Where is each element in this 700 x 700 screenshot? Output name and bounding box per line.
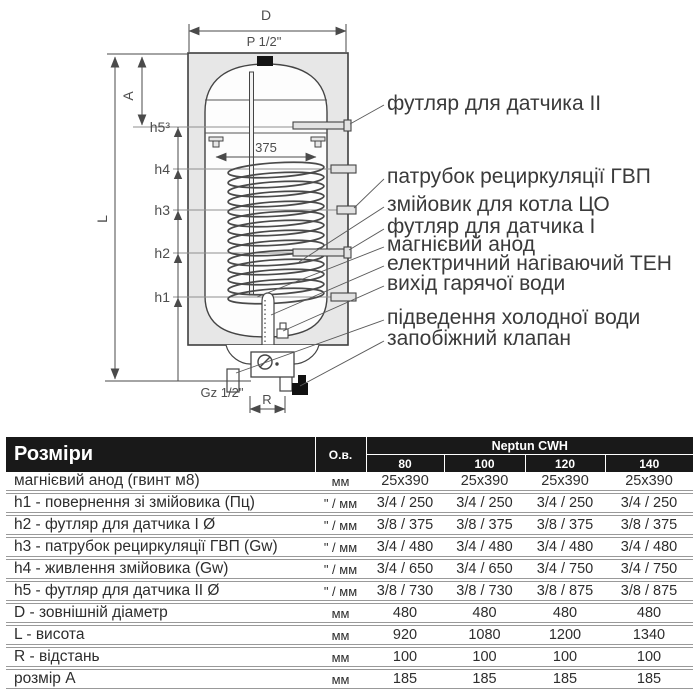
units-column-header: О.в. xyxy=(315,437,366,472)
table-row xyxy=(6,624,693,646)
row-value: 3/4 / 650 xyxy=(366,558,444,580)
electric-heating-element xyxy=(262,293,274,345)
sensor-sleeve-1-pipe xyxy=(293,247,351,258)
table-row xyxy=(6,646,693,668)
row-label: L - висота xyxy=(6,624,315,646)
row-label: h2 - футляр для датчика I Ø xyxy=(6,514,315,536)
row-value: 3/4 / 480 xyxy=(366,536,444,558)
callout-anode: магнієвий анод xyxy=(387,233,535,256)
recirculation-pipe xyxy=(337,206,356,214)
dim-label-h4: h4 xyxy=(154,161,170,177)
row-label: D - зовнішній діаметр xyxy=(6,602,315,624)
row-label: h4 - живлення змійовика (Gw) xyxy=(6,558,315,580)
dim-label-h3: h3 xyxy=(154,202,170,218)
row-value: 100 xyxy=(444,646,525,668)
dim-label-d: D xyxy=(260,7,272,23)
row-value: 3/8 / 375 xyxy=(525,514,605,536)
row-unit: " / мм xyxy=(315,580,366,602)
table-row xyxy=(6,580,693,602)
row-label: магнієвий анод (гвинт м8) xyxy=(6,472,315,492)
table-row xyxy=(6,492,693,514)
row-unit: " / мм xyxy=(315,558,366,580)
row-value: 3/4 / 250 xyxy=(525,492,605,514)
dim-label-coil-width: 375 xyxy=(255,140,277,155)
table-row xyxy=(6,602,693,624)
callout-recirculation: патрубок рециркуляції ГВП xyxy=(387,165,651,188)
model-header-140: 140 xyxy=(605,455,693,473)
table-row xyxy=(6,472,693,492)
dim-label-h1: h1 xyxy=(154,289,170,305)
row-value: 480 xyxy=(525,602,605,624)
row-value: 185 xyxy=(525,668,605,689)
row-value: 3/4 / 750 xyxy=(525,558,605,580)
row-value: 3/8 / 375 xyxy=(444,514,525,536)
dim-label-l: L xyxy=(94,215,110,223)
callout-sensor-sleeve-2: футляр для датчика II xyxy=(387,92,602,115)
row-value: 480 xyxy=(366,602,444,624)
row-value: 25x390 xyxy=(444,472,525,492)
row-unit: мм xyxy=(315,602,366,624)
row-value: 100 xyxy=(366,646,444,668)
row-value: 3/4 / 480 xyxy=(525,536,605,558)
row-value: 100 xyxy=(525,646,605,668)
callout-coil: змійовик для котла ЦО xyxy=(387,193,610,216)
sensor-sleeve-2-pipe xyxy=(293,120,351,131)
model-header-100: 100 xyxy=(444,455,525,473)
row-unit: " / мм xyxy=(315,492,366,514)
row-unit: мм xyxy=(315,624,366,646)
row-value: 3/4 / 650 xyxy=(444,558,525,580)
callout-heating-element: електричний нагіваючий ТЕН xyxy=(387,252,672,275)
row-value: 3/4 / 480 xyxy=(444,536,525,558)
row-value: 3/8 / 730 xyxy=(366,580,444,602)
callout-sensor-sleeve-1: футляр для датчика I xyxy=(387,215,596,238)
row-value: 3/4 / 480 xyxy=(605,536,693,558)
dim-label-r: R xyxy=(262,392,272,407)
dim-label-thread-bottom: Gz 1/2" xyxy=(200,385,244,400)
row-label: h5 - футляр для датчика II Ø xyxy=(6,580,315,602)
dim-label-h5: h5³ xyxy=(149,119,170,135)
row-unit: " / мм xyxy=(315,536,366,558)
dim-label-a: A xyxy=(120,91,136,101)
row-value: 480 xyxy=(605,602,693,624)
table-row xyxy=(6,668,693,689)
row-unit: мм xyxy=(315,668,366,689)
table-row xyxy=(6,514,693,536)
table-header-row-top xyxy=(6,437,693,455)
row-value: 185 xyxy=(366,668,444,689)
row-value: 3/8 / 875 xyxy=(605,580,693,602)
row-value: 185 xyxy=(444,668,525,689)
row-label: розмір A xyxy=(6,668,315,689)
table-row xyxy=(6,558,693,580)
coil-supply-pipe xyxy=(331,165,356,173)
row-label: h1 - повернення зі змійовика (Пц) xyxy=(6,492,315,514)
row-label: h3 - патрубок рециркуляції ГВП (Gw) xyxy=(6,536,315,558)
table-row xyxy=(6,536,693,558)
dim-label-thread-top: P 1/2" xyxy=(246,34,282,49)
top-connection-fitting xyxy=(257,56,273,66)
model-header-120: 120 xyxy=(525,455,605,473)
row-value: 3/8 / 375 xyxy=(366,514,444,536)
row-value: 25x390 xyxy=(525,472,605,492)
row-value: 920 xyxy=(366,624,444,646)
bottom-flange xyxy=(251,352,294,377)
row-value: 25x390 xyxy=(366,472,444,492)
callout-cold-water-inlet: підведення холодної води xyxy=(387,306,641,329)
row-label: R - відстань xyxy=(6,646,315,668)
row-value: 480 xyxy=(444,602,525,624)
model-header-80: 80 xyxy=(366,455,444,473)
row-value: 100 xyxy=(605,646,693,668)
row-unit: мм xyxy=(315,472,366,492)
row-value: 3/4 / 250 xyxy=(444,492,525,514)
row-value: 1080 xyxy=(444,624,525,646)
row-value: 185 xyxy=(605,668,693,689)
dimensions-table xyxy=(6,437,693,689)
dim-label-h2: h2 xyxy=(154,245,170,261)
row-value: 3/4 / 250 xyxy=(366,492,444,514)
callout-safety-valve: запобіжний клапан xyxy=(387,327,571,350)
row-unit: мм xyxy=(315,646,366,668)
callout-hot-water-outlet: вихід гарячої води xyxy=(387,272,566,295)
row-value: 3/4 / 250 xyxy=(605,492,693,514)
row-value: 1200 xyxy=(525,624,605,646)
row-value: 3/8 / 730 xyxy=(444,580,525,602)
row-value: 3/8 / 375 xyxy=(605,514,693,536)
row-value: 1340 xyxy=(605,624,693,646)
table-title: Розміри xyxy=(6,437,315,472)
series-header: Neptun CWH xyxy=(366,437,693,455)
row-value: 25x390 xyxy=(605,472,693,492)
safety-valve xyxy=(292,375,308,395)
row-unit: " / мм xyxy=(315,514,366,536)
row-value: 3/4 / 750 xyxy=(605,558,693,580)
row-value: 3/8 / 875 xyxy=(525,580,605,602)
